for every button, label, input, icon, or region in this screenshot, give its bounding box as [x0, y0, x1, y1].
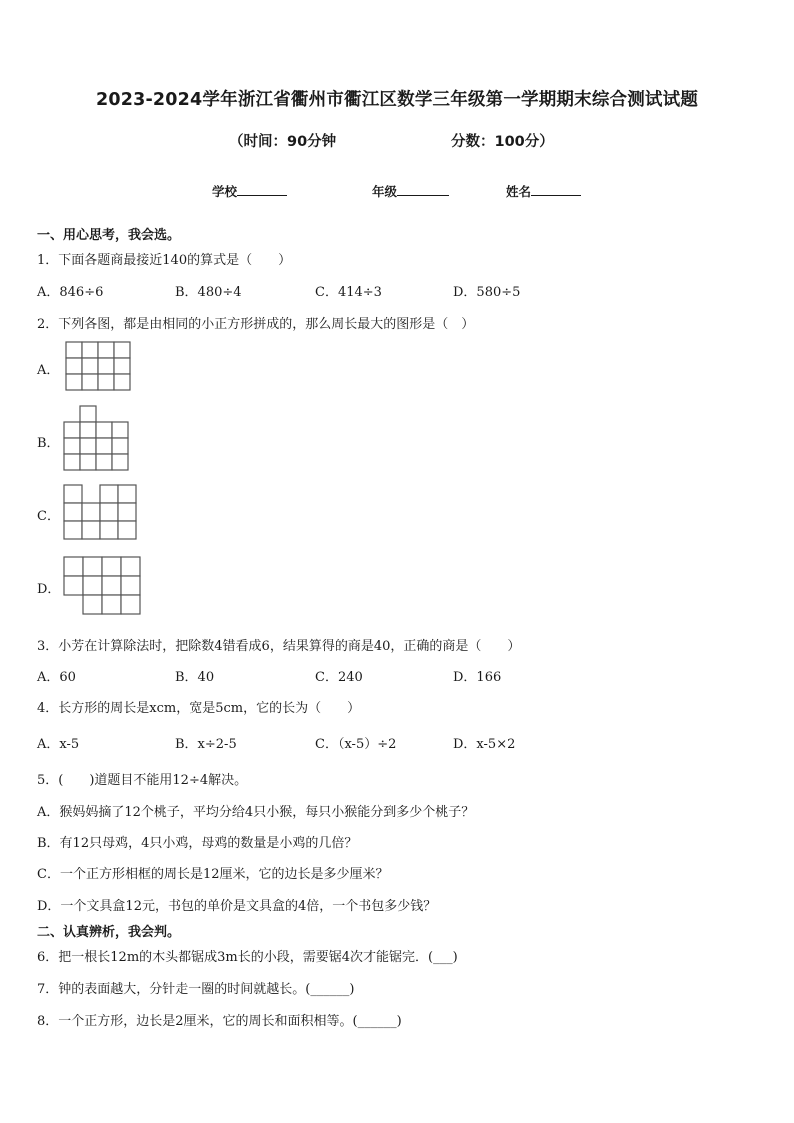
q2-figure-c[interactable] [62, 483, 142, 541]
school-field [212, 182, 287, 200]
q4-stem: 4．长方形的周长是xcm，宽是5cm，它的长为（ ） [37, 701, 361, 716]
q2-figure-d[interactable] [62, 555, 144, 615]
q1-stem: 1．下面各题商最接近140的算式是（ ） [37, 253, 292, 268]
q4-option-c[interactable]: C．（x-5）÷2 [315, 737, 397, 752]
q3-option-d[interactable]: D．166 [453, 670, 502, 685]
q1-option-c[interactable]: C．414÷3 [315, 285, 382, 300]
grade-label: 年级 [372, 184, 398, 199]
name-label: 姓名 [506, 184, 532, 199]
q3-option-c[interactable]: C．240 [315, 670, 363, 685]
section-1-heading: 一、用心思考，我会选。 [37, 228, 181, 243]
q4-option-d[interactable]: D．x-5×2 [453, 737, 516, 752]
grade-blank[interactable] [397, 183, 449, 196]
exam-time: （时间：90分钟 [229, 134, 337, 150]
school-blank[interactable] [237, 183, 287, 196]
q1-option-d[interactable]: D．580÷5 [453, 285, 521, 300]
q2-figure-b[interactable] [62, 404, 134, 474]
grade-field [372, 182, 449, 200]
q3-option-a[interactable]: A．60 [37, 670, 76, 685]
q5-option-b[interactable]: B．有12只母鸡，4只小鸡，母鸡的数量是小鸡的几倍？ [37, 836, 358, 851]
q3-option-b[interactable]: B．40 [175, 670, 215, 685]
school-label: 学校 [212, 184, 238, 199]
q2-stem: 2．下列各图，都是由相同的小正方形拼成的，那么周长最大的图形是（ ） [37, 317, 475, 332]
name-field [506, 182, 581, 200]
q5-stem: 5．( )道题目不能用12÷4解决。 [37, 773, 248, 788]
q6-statement[interactable]: 6．把一根长12m的木头都锯成3m长的小段，需要锯4次才能锯完．(___) [37, 950, 458, 965]
q5-option-a[interactable]: A．猴妈妈摘了12个桃子，平均分给4只小猴，每只小猴能分到多少个桃子？ [37, 805, 475, 820]
q7-statement[interactable]: 7．钟的表面越大，分针走一圈的时间就越长。(______) [37, 982, 355, 997]
q2-label-d[interactable]: D． [37, 582, 61, 597]
q2-label-b[interactable]: B． [37, 436, 60, 451]
section-2-heading: 二、认真辨析，我会判。 [37, 925, 181, 940]
exam-title: 2023-2024学年浙江省衢州市衢江区数学三年级第一学期期末综合测试试题 [95, 90, 699, 110]
q5-option-c[interactable]: C．一个正方形相框的周长是12厘米，它的边长是多少厘米？ [37, 867, 389, 882]
q2-label-a[interactable]: A． [37, 363, 60, 378]
q4-option-b[interactable]: B．x÷2-5 [175, 737, 237, 752]
name-blank[interactable] [531, 183, 581, 196]
q2-label-c[interactable]: C． [37, 509, 60, 524]
q5-option-d[interactable]: D．一个文具盒12元，书包的单价是文具盒的4倍，一个书包多少钱？ [37, 899, 437, 914]
q4-option-a[interactable]: A．x-5 [37, 737, 80, 752]
q1-option-a[interactable]: A．846÷6 [37, 285, 104, 300]
exam-score: 分数：100分） [451, 134, 554, 150]
q3-stem: 3．小芳在计算除法时，把除数4错看成6，结果算得的商是40，正确的商是（ ） [37, 639, 521, 654]
q2-figure-a[interactable] [64, 340, 134, 394]
q8-statement[interactable]: 8．一个正方形，边长是2厘米，它的周长和面积相等。(______) [37, 1014, 402, 1029]
q1-option-b[interactable]: B．480÷4 [175, 285, 242, 300]
